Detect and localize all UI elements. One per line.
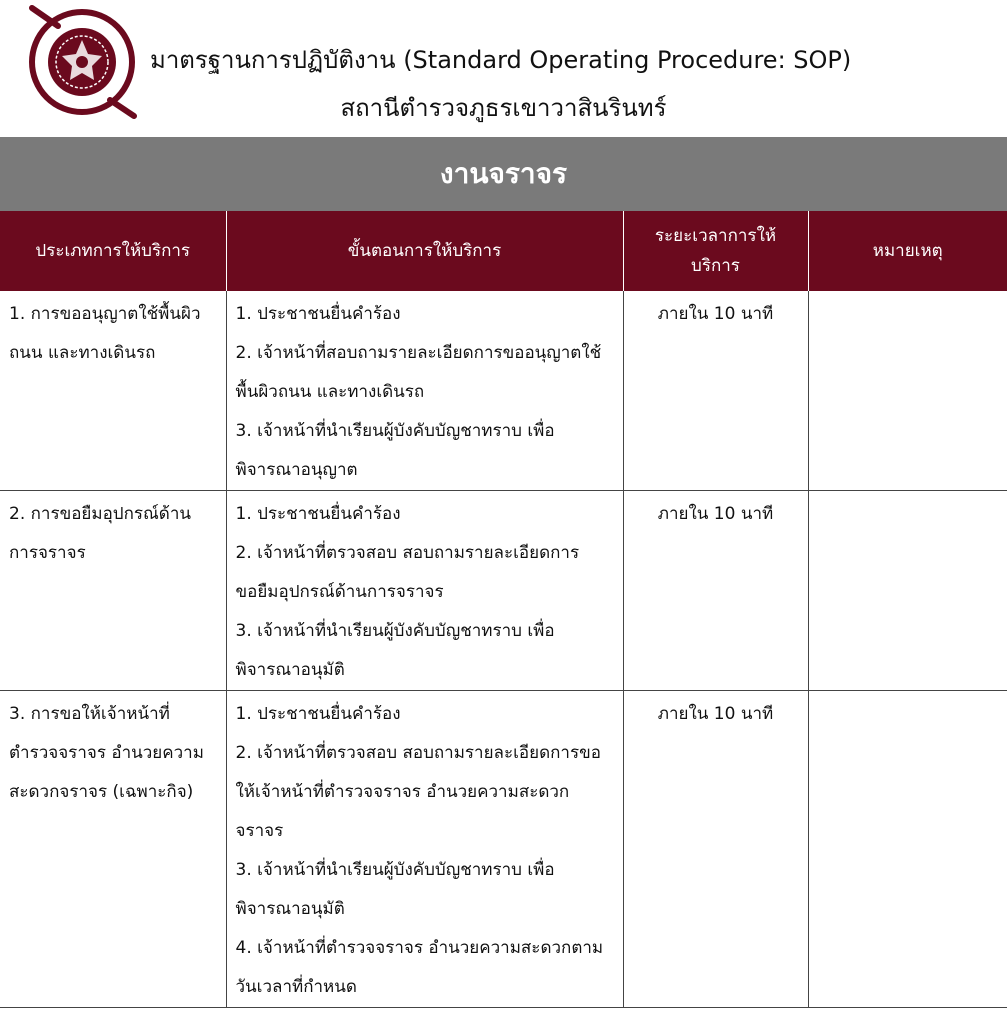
remarks-cell xyxy=(808,691,1007,1008)
duration-cell: ภายใน 10 นาที xyxy=(623,691,808,1008)
step-item: 3. เจ้าหน้าที่นำเรียนผู้บังคับบัญชาทราบ เพื่อพิจารณาอนุมัติ xyxy=(235,860,555,919)
section-banner: งานจราจร xyxy=(0,137,1007,211)
sop-table xyxy=(0,211,1007,1008)
table-row xyxy=(0,491,1007,691)
step-item: 3. เจ้าหน้าที่นำเรียนผู้บังคับบัญชาทราบ เพื่อพิจารณาอนุมัติ xyxy=(235,621,555,680)
document-header xyxy=(0,0,1007,136)
document-title: มาตรฐานการปฏิบัติงาน (Standard Operating Procedure: SOP) xyxy=(150,46,852,74)
remarks-cell xyxy=(808,291,1007,491)
station-name: สถานีตำรวจภูธรเขาวาสินรินทร์ xyxy=(340,94,667,122)
step-item: 1. ประชาชนยื่นคำร้อง xyxy=(235,304,401,324)
column-header-remarks: หมายเหตุ xyxy=(808,211,1007,291)
service-type-cell: 3. การขอให้เจ้าหน้าที่ตำรวจจราจร อำนวยความสะดวกจราจร (เฉพาะกิจ) xyxy=(0,691,226,1008)
column-header-steps: ขั้นตอนการให้บริการ xyxy=(226,211,623,291)
step-item: 1. ประชาชนยื่นคำร้อง xyxy=(235,504,401,524)
column-header-service-type: ประเภทการให้บริการ xyxy=(0,211,226,291)
step-item: 4. เจ้าหน้าที่ตำรวจจราจร อำนวยความสะดวกตามวันเวลาที่กำหนด xyxy=(235,938,604,997)
steps-cell xyxy=(226,691,623,1008)
step-item: 2. เจ้าหน้าที่สอบถามรายละเอียดการขออนุญาตใช้พื้นผิวถนน และทางเดินรถ xyxy=(235,343,602,402)
step-item: 2. เจ้าหน้าที่ตรวจสอบ สอบถามรายละเอียดการขอยืมอุปกรณ์ด้านการจราจร xyxy=(235,543,580,602)
table-header-row xyxy=(0,211,1007,291)
column-header-duration: ระยะเวลาการให้บริการ xyxy=(623,211,808,291)
step-item: 1. ประชาชนยื่นคำร้อง xyxy=(235,704,401,724)
table-row xyxy=(0,291,1007,491)
step-item: 3. เจ้าหน้าที่นำเรียนผู้บังคับบัญชาทราบ เพื่อพิจารณาอนุญาต xyxy=(235,421,555,480)
steps-cell xyxy=(226,491,623,691)
duration-cell: ภายใน 10 นาที xyxy=(623,491,808,691)
step-item: 2. เจ้าหน้าที่ตรวจสอบ สอบถามรายละเอียดการขอให้เจ้าหน้าที่ตำรวจจราจร อำนวยความสะดวกจราจร xyxy=(235,743,601,841)
remarks-cell xyxy=(808,491,1007,691)
service-type-cell: 2. การขอยืมอุปกรณ์ด้านการจราจร xyxy=(0,491,226,691)
service-type-cell: 1. การขออนุญาตใช้พื้นผิวถนน และทางเดินรถ xyxy=(0,291,226,491)
duration-cell: ภายใน 10 นาที xyxy=(623,291,808,491)
table-row xyxy=(0,691,1007,1008)
steps-cell xyxy=(226,291,623,491)
